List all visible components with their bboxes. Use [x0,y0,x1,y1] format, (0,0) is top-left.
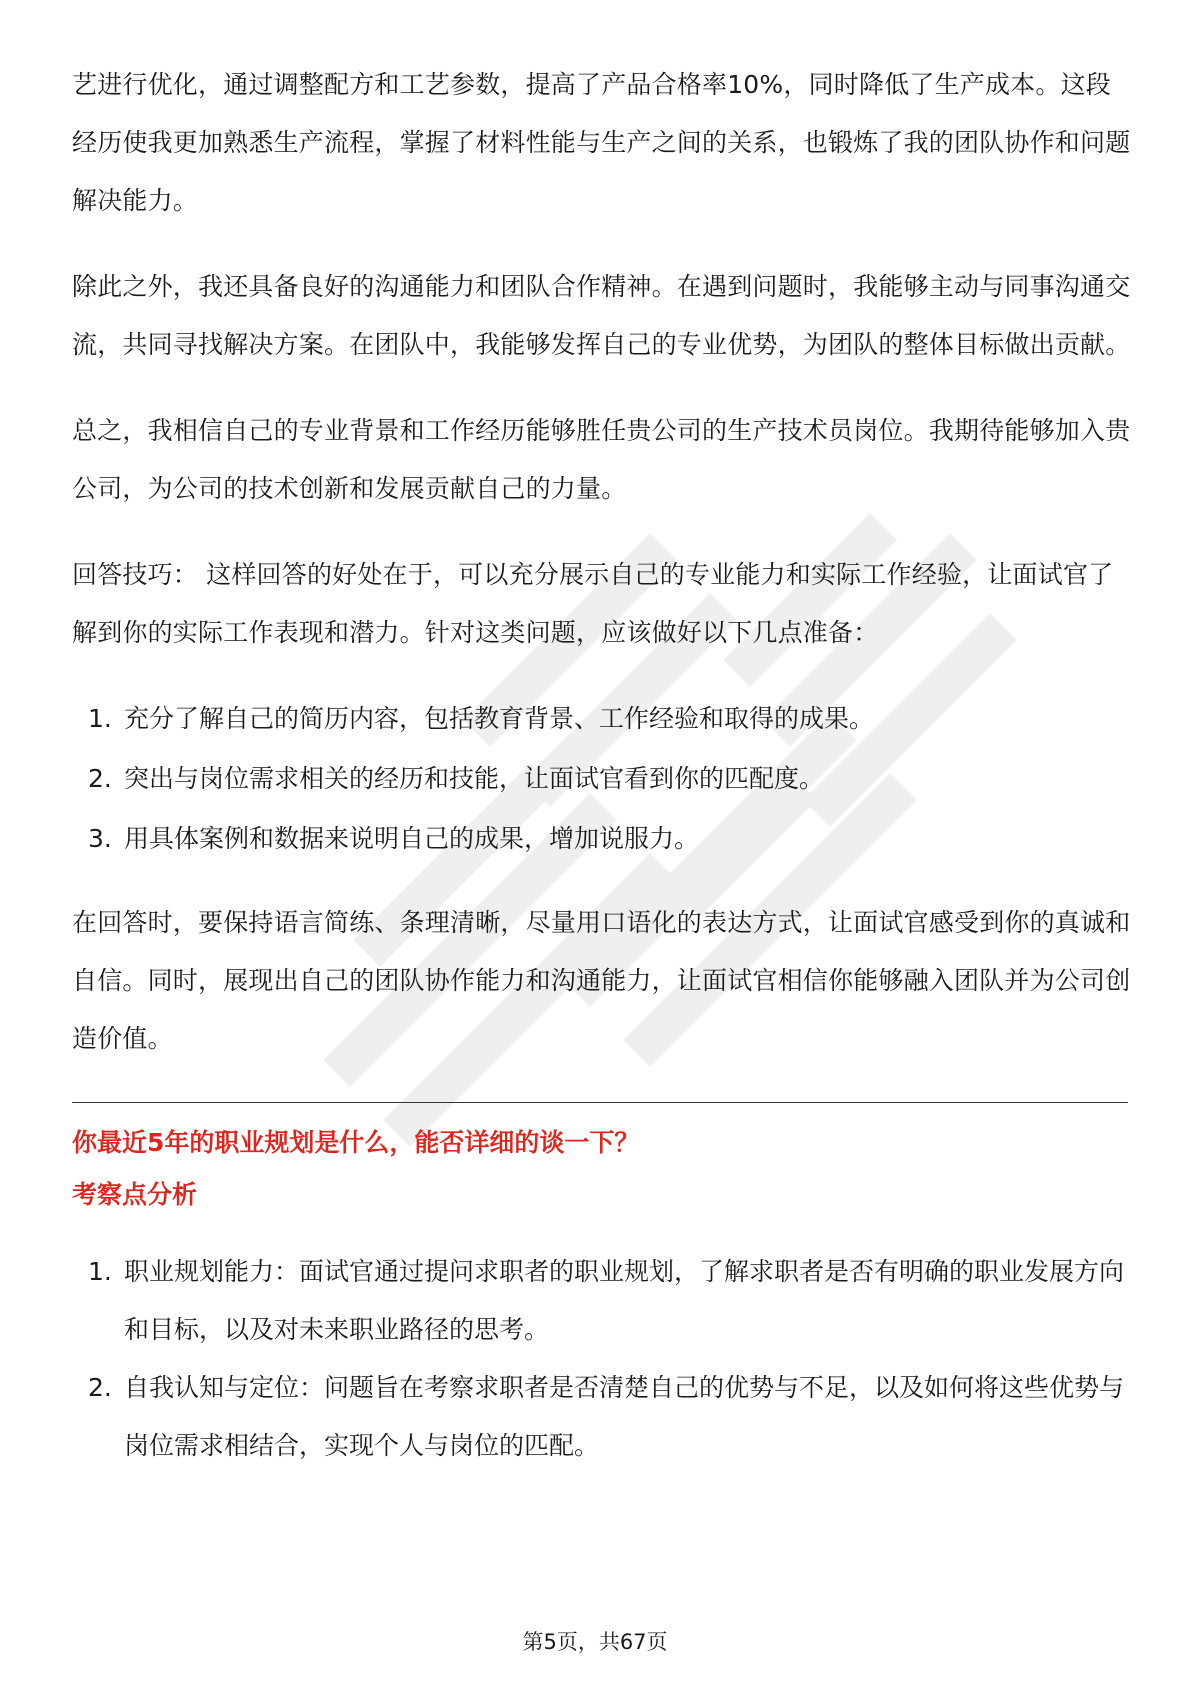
list-item [72,810,1132,868]
analysis-heading: 考察点分析 [72,1180,198,1209]
page-footer: 第5页，共67页 [522,1630,668,1654]
section-divider [72,1102,1128,1103]
list-number: 1. [88,1257,112,1286]
list-number: 1. [88,704,112,733]
list-item [72,1243,1132,1359]
list-number: 2. [88,764,112,793]
list-item [72,690,1132,748]
list-item-text: 自我认知与定位：问题旨在考察求职者是否清楚自己的优势与不足，以及如何将这些优势与岗位需求相结合，实现个人与岗位的匹配。 [124,1373,1125,1460]
analysis-list [72,1243,1132,1475]
list-item-text: 充分了解自己的简历内容，包括教育背景、工作经验和取得的成果。 [124,704,875,733]
list-number: 2. [88,1373,112,1402]
body-paragraph: 艺进行优化，通过调整配方和工艺参数，提高了产品合格率10%，同时降低了生产成本。这段经历使我更加熟悉生产流程，掌握了材料性能与生产之间的关系，也锻炼了我的团队协作和问题解决能力。 [72,70,1131,215]
list-item-text: 职业规划能力：面试官通过提问求职者的职业规划，了解求职者是否有明确的职业发展方向和目标，以及对未来职业路径的思考。 [124,1257,1125,1344]
answer-tips-paragraph: 回答技巧： 这样回答的好处在于，可以充分展示自己的专业能力和实际工作经验，让面试官了解到你的实际工作表现和潜力。针对这类问题，应该做好以下几点准备： [72,560,1114,647]
list-item-text: 用具体案例和数据来说明自己的成果，增加说服力。 [124,824,700,853]
list-item [72,750,1132,808]
closing-paragraph: 在回答时，要保持语言简练、条理清晰，尽量用口语化的表达方式，让面试官感受到你的真诚和自信。同时，展现出自己的团队协作能力和沟通能力，让面试官相信你能够融入团队并为公司创造价值。 [72,908,1131,1053]
tips-list [72,690,1132,868]
interview-question: 你最近5年的职业规划是什么，能否详细的谈一下？ [72,1128,640,1157]
document-page [72,56,1132,1501]
body-paragraph: 总之，我相信自己的专业背景和工作经历能够胜任贵公司的生产技术员岗位。我期待能够加入贵公司，为公司的技术创新和发展贡献自己的力量。 [72,416,1131,503]
list-number: 3. [88,824,112,853]
list-item-text: 突出与岗位需求相关的经历和技能，让面试官看到你的匹配度。 [124,764,825,793]
list-item [72,1359,1132,1475]
body-paragraph: 除此之外，我还具备良好的沟通能力和团队合作精神。在遇到问题时，我能够主动与同事沟通交流，共同寻找解决方案。在团队中，我能够发挥自己的专业优势，为团队的整体目标做出贡献。 [72,272,1131,359]
